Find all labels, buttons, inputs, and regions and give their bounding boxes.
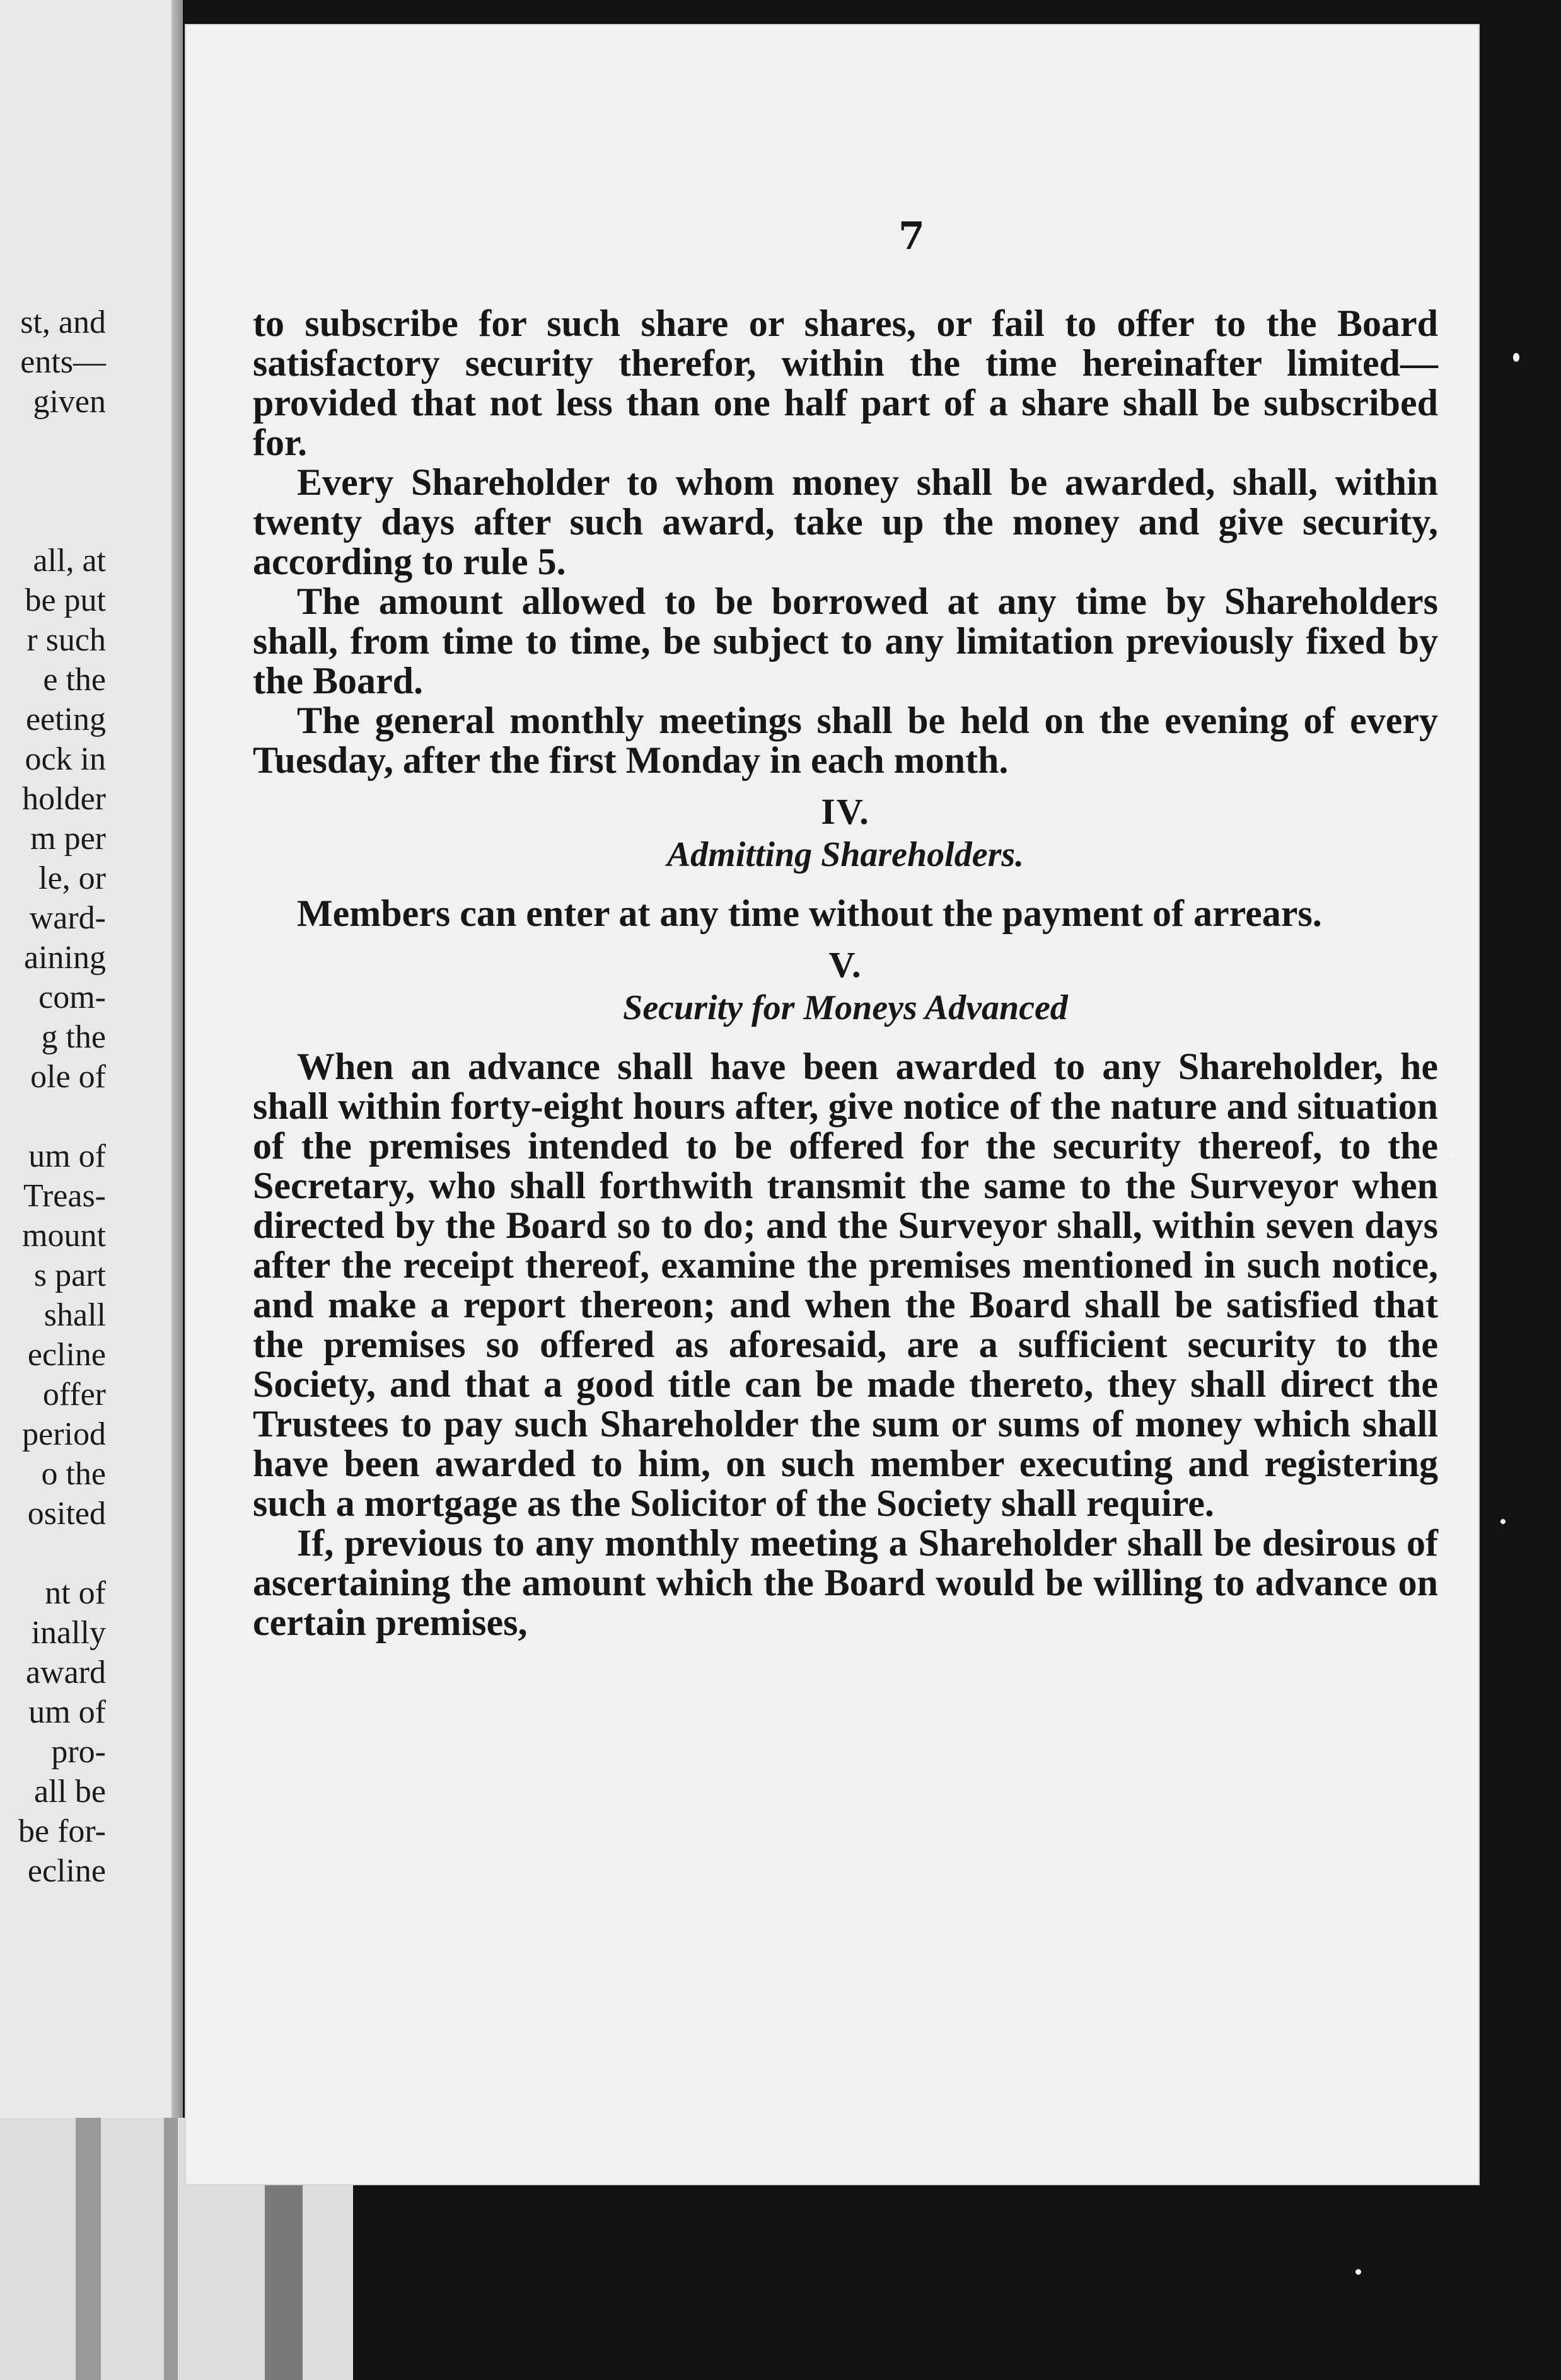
paragraph-admitting-members: Members can enter at any time without the payment of arrears. [297, 893, 1322, 934]
paragraph-monthly-meetings: The general monthly meetings shall be held on the evening of every Tuesday, after the first Monday in each month. [253, 700, 1438, 781]
left-page-line: all be [33, 1774, 106, 1810]
page-gutter [171, 0, 183, 2219]
left-page-line: nt of [45, 1575, 106, 1611]
left-page-line: eeting [25, 702, 106, 737]
left-page-line: ents— [20, 344, 106, 380]
left-page-line: s part [33, 1257, 106, 1293]
left-page-line: pro- [51, 1734, 106, 1770]
scan-speck [1500, 1519, 1506, 1524]
left-page-line: st, and [20, 304, 106, 340]
left-page-line: ecline [27, 1337, 106, 1373]
left-page-line: r such [26, 622, 106, 658]
left-page-line: Treas- [23, 1178, 106, 1214]
left-page-line: be for- [18, 1813, 106, 1849]
left-page-line: all, at [33, 543, 106, 579]
left-page-line: ecline [27, 1853, 106, 1889]
left-page-line: period [22, 1416, 106, 1452]
left-page-line: be put [25, 582, 106, 618]
document-page [186, 25, 1478, 2184]
left-page-line: award [25, 1655, 106, 1690]
left-page-line: offer [42, 1377, 106, 1412]
section-v-title: Security for Moneys Advanced [623, 988, 1068, 1027]
scan-speck [1513, 353, 1519, 362]
left-page-line: given [33, 384, 106, 420]
left-page-line: g the [41, 1019, 106, 1055]
left-page-line: inally [31, 1615, 106, 1651]
section-v-number: V. [828, 944, 862, 985]
binding-stripe [164, 2118, 178, 2380]
paragraph-borrow-limit: The amount allowed to be borrowed at any time by Shareholders shall, from time to time, be subject to any limitation previously fixed by the Board. [253, 581, 1438, 702]
left-page-line: ward- [29, 900, 106, 936]
left-page-line: um of [28, 1694, 106, 1730]
left-page-line: mount [22, 1218, 106, 1254]
paragraph-award-take-up: Every Shareholder to whom money shall be awarded, shall, within twenty days after such award, take up the money and give security, according to rule 5. [253, 461, 1438, 582]
section-iv-title: Admitting Shareholders. [666, 835, 1024, 874]
left-page-line: com- [38, 979, 106, 1015]
left-page-line: um of [28, 1138, 106, 1174]
left-page-line: shall [44, 1297, 106, 1333]
paragraph-advance-security: When an advance shall have been awarded to any Shareholder, he shall within forty-eight hours after, give notice of the nature and situation of the premises intended to be offered for the security thereof, to the Secretary, who shall forthwith transmit the same to the Surveyor when directed by the Board so to do; and the Surveyor shall, within seven days after the receipt thereof, examine the premises mentioned in such notice, and make a report thereon; and when the Board shall be satisfied that the premises so offered as aforesaid, are a sufficient security to the Society, and that a good title can be made thereto, they shall direct the Trustees to pay such Shareholder the sum or sums of money which shall have been awarded to him, on such member executing and registering such a mortgage as the Solicitor of the Society shall require. [253, 1046, 1438, 1524]
left-page-line: osited [27, 1496, 106, 1532]
left-facing-page [0, 0, 183, 2219]
paragraph-previous-to-meeting: If, previous to any monthly meeting a Shareholder shall be desirous of ascertaining the amount which the Board would be willing to advance on certain premises, [253, 1522, 1438, 1643]
section-iv-number: IV. [821, 791, 870, 832]
left-page-line: ole of [30, 1059, 106, 1095]
left-page-line: o the [41, 1456, 106, 1492]
left-page-line: le, or [38, 860, 106, 896]
scan-speck [1355, 2269, 1361, 2275]
left-page-line: e the [43, 662, 106, 698]
left-page-line: aining [24, 940, 106, 976]
binding-stripe [76, 2118, 101, 2380]
left-page-line: holder [22, 781, 106, 817]
scan-speck [1450, 1153, 1454, 1157]
page-body [253, 304, 1438, 1643]
paragraph-subscribe: to subscribe for such share or shares, or fail to offer to the Board satisfactory security therefor, within the time hereinafter limited—provided that not less than one half part of a share shall be subscribed for. [253, 303, 1438, 463]
left-page-line: m per [30, 821, 106, 857]
page-number: 7 [898, 214, 925, 258]
left-page-line: ock in [25, 741, 106, 777]
